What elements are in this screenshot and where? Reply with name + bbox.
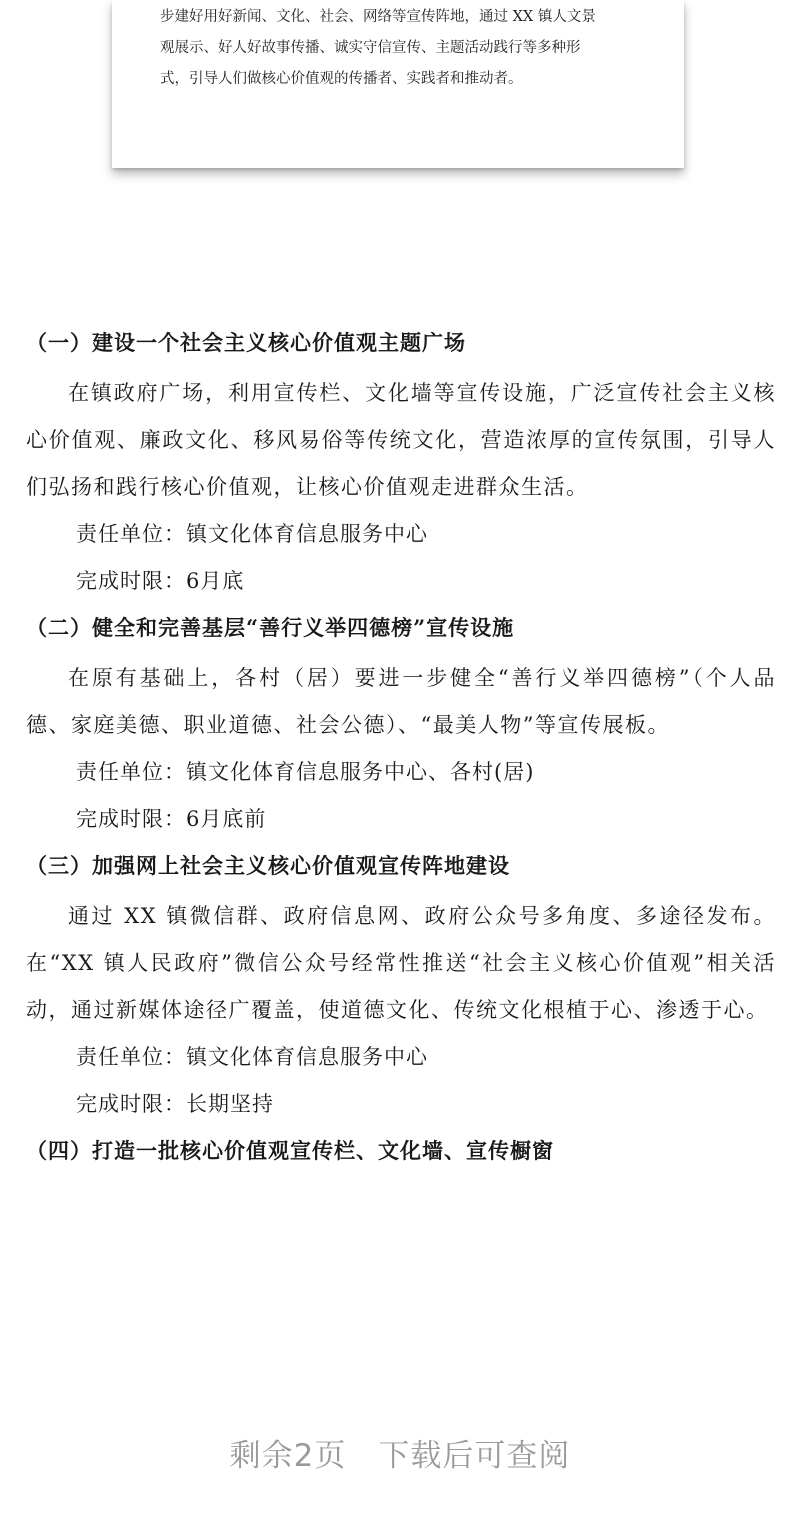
remaining-pages-label: 剩余2页 <box>229 1438 347 1474</box>
responsible-unit: 责任单位：镇文化体育信息服务中心 <box>76 1045 428 1069</box>
preview-line: 步建好用好新闻、文化、社会、网络等宣传阵地，通过 XX 镇人文景 <box>160 9 596 25</box>
section-heading: （四）打造一批核心价值观宣传栏、文化墙、宣传橱窗 <box>26 1138 554 1163</box>
section-heading: （三）加强网上社会主义核心价值观宣传阵地建设 <box>26 853 510 878</box>
preview-line: 式，引导人们做核心价值观的传播者、实践者和推动者。 <box>160 71 523 87</box>
section-paragraph: 在镇政府广场，利用宣传栏、文化墙等宣传设施，广泛宣传社会主义核心价值观、廉政文化、移风易俗等传统文化，营造浓厚的宣传氛围，引导人们弘扬和践行核心价值观，让核心价值观走进群众生活。 <box>26 381 776 499</box>
preview-text <box>160 2 640 95</box>
download-prompt[interactable] <box>0 1430 800 1475</box>
section-paragraph: 在原有基础上，各村（居）要进一步健全“善行义举四德榜”（个人品德、家庭美德、职业道德、社会公德）、“最美人物”等宣传展板。 <box>26 666 776 737</box>
download-to-view-label[interactable]: 下载后可查阅 <box>378 1438 571 1474</box>
document-body <box>26 320 776 1174</box>
deadline: 完成时限：长期坚持 <box>76 1092 274 1116</box>
deadline: 完成时限：6月底 <box>76 569 245 593</box>
responsible-unit: 责任单位：镇文化体育信息服务中心、各村(居) <box>76 760 535 784</box>
preview-line: 观展示、好人好故事传播、诚实守信宣传、主题活动践行等多种形 <box>160 40 581 56</box>
responsible-unit: 责任单位：镇文化体育信息服务中心 <box>76 522 428 546</box>
section-heading: （二）健全和完善基层“善行义举四德榜”宣传设施 <box>26 615 515 640</box>
section-paragraph: 通过 XX 镇微信群、政府信息网、政府公众号多角度、多途径发布。在“XX 镇人民政府”微信公众号经常性推送“社会主义核心价值观”相关活动，通过新媒体途径广覆盖，使道德文化、传统文化根植于心、渗透于心。 <box>26 904 776 1022</box>
preview-page-card <box>112 0 684 168</box>
section-heading: （一）建设一个社会主义核心价值观主题广场 <box>26 330 466 355</box>
deadline: 完成时限：6月底前 <box>76 807 267 831</box>
